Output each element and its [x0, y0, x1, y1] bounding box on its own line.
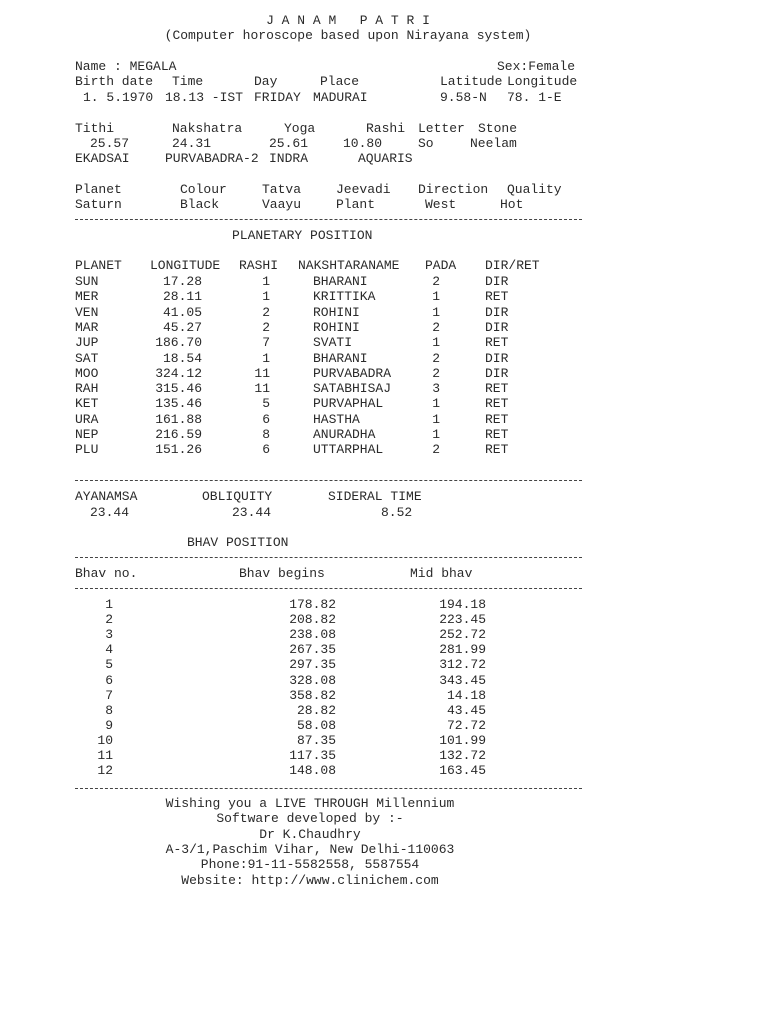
stone-label: Stone [478, 121, 518, 136]
divider [75, 480, 582, 481]
nakshatra-value: 24.31 [172, 136, 212, 151]
obliquity-label: OBLIQUITY [202, 489, 273, 504]
tithi-name: EKADSAI [75, 151, 130, 166]
mid-bhav-cell: 43.45 [446, 702, 486, 718]
footer-line: Dr K.Chaudhry [259, 826, 361, 842]
divider [75, 788, 582, 789]
rashi-name: AQUARIS [358, 151, 413, 166]
mid-bhav-cell: 223.45 [439, 612, 486, 628]
ayanamsa-value: 23.44 [90, 505, 130, 520]
mid-bhav-cell: 163.45 [439, 763, 486, 779]
footer-line: A-3/1,Paschim Vihar, New Delhi-110063 [165, 841, 455, 857]
footer-line: Wishing you a LIVE THROUGH Millennium [165, 796, 455, 811]
bhav-no-cell: 4 [105, 642, 113, 658]
direction-value: West [425, 197, 457, 212]
day-label: Day [254, 74, 278, 89]
nakshatra-cell: SVATI [313, 335, 353, 351]
planet-cell: URA [75, 411, 99, 427]
quality-label: Quality [507, 182, 562, 197]
rashi-cell: 1 [262, 289, 270, 305]
nakshatra-cell: PURVABADRA [313, 365, 392, 381]
rashi-cell: 11 [254, 381, 270, 397]
nakshatra-label: Nakshatra [172, 121, 243, 136]
nakshatra-cell: SATABHISAJ [313, 381, 392, 397]
name-line: Name : MEGALA [75, 59, 177, 74]
bhav-no-cell: 5 [105, 657, 113, 673]
longitude-cell: 41.05 [162, 304, 202, 320]
direction-label: Direction [418, 182, 489, 197]
pada-cell: 1 [432, 335, 440, 351]
place-label: Place [320, 74, 360, 89]
bhav-no-cell: 7 [105, 687, 113, 703]
rashi-cell: 11 [254, 365, 270, 381]
dir-cell: DIR [485, 319, 509, 335]
rashi-cell: 2 [262, 319, 270, 335]
dir-cell: DIR [485, 274, 509, 289]
rashi-cell: 7 [262, 335, 270, 351]
stone-value: Neelam [470, 136, 517, 151]
pada-cell: 1 [432, 396, 440, 412]
col-header-mid-bhav: Mid bhav [410, 566, 473, 581]
pada-cell: 2 [432, 365, 440, 381]
planet-cell: JUP [75, 335, 99, 351]
jeevadi-label: Jeevadi [336, 182, 391, 197]
col-header-rashi: RASHI [239, 258, 279, 273]
ayanamsa-label: AYANAMSA [75, 489, 138, 504]
planet-cell: VEN [75, 304, 99, 320]
col-header-longitude: LONGITUDE [150, 258, 221, 273]
bhav-begins-cell: 358.82 [289, 687, 336, 703]
yoga-value: 25.61 [269, 136, 309, 151]
tithi-label: Tithi [75, 121, 115, 136]
birth-date-label: Birth date [75, 74, 154, 89]
sex-line: Sex:Female [496, 59, 575, 74]
bhav-begins-cell: 28.82 [296, 702, 336, 718]
colour-label: Colour [180, 182, 227, 197]
footer-line: Website: http://www.clinichem.com [181, 872, 439, 888]
longitude-cell: 186.70 [155, 335, 202, 351]
bhav-begins-cell: 117.35 [289, 748, 336, 763]
pada-cell: 2 [432, 319, 440, 335]
longitude-cell: 17.28 [162, 274, 202, 289]
longitude-cell: 324.12 [155, 365, 202, 381]
pada-cell: 1 [432, 289, 440, 305]
mid-bhav-cell: 252.72 [439, 627, 486, 643]
bhav-begins-cell: 148.08 [289, 763, 336, 779]
nakshatra-cell: ROHINI [313, 319, 360, 335]
obliquity-value: 23.44 [232, 505, 272, 520]
pada-cell: 1 [432, 427, 440, 442]
col-header-bhav-begins: Bhav begins [239, 566, 325, 581]
document-subtitle: (Computer horoscope based upon Nirayana system) [164, 28, 532, 43]
rashi-cell: 2 [262, 304, 270, 320]
mid-bhav-cell: 14.18 [446, 687, 486, 703]
tatva-value: Vaayu [262, 197, 302, 212]
rashi-cell: 1 [262, 350, 270, 366]
dir-cell: RET [485, 427, 509, 442]
longitude-cell: 161.88 [155, 411, 202, 427]
longitude-cell: 45.27 [162, 319, 202, 335]
divider [75, 557, 582, 558]
tatva-label: Tatva [262, 182, 302, 197]
mid-bhav-cell: 312.72 [439, 657, 486, 673]
nakshatra-cell: PURVAPHAL [313, 396, 384, 412]
bhav-no-cell: 1 [105, 597, 113, 612]
planet-cell: RAH [75, 381, 99, 397]
nakshatra-cell: BHARANI [313, 274, 368, 289]
pada-cell: 1 [432, 411, 440, 427]
pada-cell: 2 [432, 442, 440, 458]
mid-bhav-cell: 194.18 [439, 597, 486, 612]
dir-cell: RET [485, 289, 509, 305]
nakshatra-cell: KRITTIKA [313, 289, 376, 305]
col-header-planet: PLANET [75, 258, 122, 273]
bhav-position-title: BHAV POSITION [187, 535, 289, 550]
bhav-no-cell: 6 [105, 672, 113, 688]
mid-bhav-cell: 343.45 [439, 672, 486, 688]
divider [75, 219, 582, 220]
bhav-no-cell: 10 [97, 732, 113, 748]
divider [75, 588, 582, 589]
longitude-value: 78. 1-E [507, 90, 562, 105]
col-header-pada: PADA [425, 258, 457, 273]
col-header-bhav-no: Bhav no. [75, 566, 138, 581]
rashi-cell: 1 [262, 274, 270, 289]
nakshatra-cell: ANURADHA [313, 427, 376, 442]
rashi-cell: 8 [262, 427, 270, 442]
planetary-position-title: PLANETARY POSITION [232, 228, 373, 243]
time-label: Time [172, 74, 204, 89]
planet-cell: MOO [75, 365, 99, 381]
time-value: 18.13 -IST [165, 90, 244, 105]
bhav-no-cell: 3 [105, 627, 113, 643]
bhav-begins-cell: 58.08 [296, 717, 336, 733]
bhav-no-cell: 8 [105, 702, 113, 718]
nakshatra-cell: ROHINI [313, 304, 360, 320]
longitude-cell: 315.46 [155, 381, 202, 397]
letter-label: Letter [418, 121, 465, 136]
col-header-dir: DIR/RET [485, 258, 540, 273]
rashi-cell: 5 [262, 396, 270, 412]
bhav-begins-cell: 238.08 [289, 627, 336, 643]
dir-cell: RET [485, 335, 509, 351]
birth-date-value: 1. 5.1970 [83, 90, 154, 105]
longitude-cell: 28.11 [162, 289, 202, 305]
dir-cell: DIR [485, 304, 509, 320]
dir-cell: DIR [485, 365, 509, 381]
rashi-value: 10.80 [343, 136, 383, 151]
rashi-cell: 6 [262, 442, 270, 458]
bhav-begins-cell: 87.35 [296, 732, 336, 748]
footer-line: Software developed by :- [216, 811, 404, 827]
dir-cell: RET [485, 411, 509, 427]
bhav-begins-cell: 178.82 [289, 597, 336, 612]
bhav-no-cell: 12 [97, 763, 113, 779]
place-value: MADURAI [313, 90, 368, 105]
longitude-label: Longitude [507, 74, 578, 89]
rashi-label: Rashi [366, 121, 406, 136]
bhav-begins-cell: 267.35 [289, 642, 336, 658]
latitude-label: Latitude [440, 74, 503, 89]
pada-cell: 1 [432, 304, 440, 320]
planet-cell: PLU [75, 442, 99, 458]
nakshatra-cell: UTTARPHAL [313, 442, 384, 458]
planet-cell: MAR [75, 319, 99, 335]
yoga-name: INDRA [269, 151, 309, 166]
colour-value: Black [180, 197, 220, 212]
mid-bhav-cell: 281.99 [439, 642, 486, 658]
document-title: J A N A M P A T R I [266, 13, 430, 28]
sideral-time-value: 8.52 [381, 505, 413, 520]
nakshatra-cell: BHARANI [313, 350, 368, 366]
dir-cell: RET [485, 396, 509, 412]
footer-line: Phone:91-11-5582558, 5587554 [200, 857, 420, 873]
pada-cell: 3 [432, 381, 440, 397]
mid-bhav-cell: 132.72 [439, 748, 486, 763]
planet-cell: SUN [75, 274, 99, 289]
longitude-cell: 216.59 [155, 427, 202, 442]
letter-value: So [418, 136, 434, 151]
planet-cell: MER [75, 289, 99, 305]
bhav-no-cell: 2 [105, 612, 113, 628]
longitude-cell: 151.26 [155, 442, 202, 458]
planet-cell: SAT [75, 350, 99, 366]
pada-cell: 2 [432, 274, 440, 289]
tithi-value: 25.57 [90, 136, 130, 151]
nakshatra-cell: HASTHA [313, 411, 360, 427]
planet-cell: NEP [75, 427, 99, 442]
planet-value: Saturn [75, 197, 122, 212]
bhav-no-cell: 11 [97, 748, 113, 763]
col-header-nakshatra: NAKSHTARANAME [298, 258, 400, 273]
planet-label: Planet [75, 182, 122, 197]
pada-cell: 2 [432, 350, 440, 366]
bhav-no-cell: 9 [105, 717, 113, 733]
nakshatra-name: PURVABADRA-2 [165, 151, 259, 166]
bhav-begins-cell: 208.82 [289, 612, 336, 628]
dir-cell: DIR [485, 350, 509, 366]
jeevadi-value: Plant [336, 197, 376, 212]
sideral-time-label: SIDERAL TIME [328, 489, 422, 504]
quality-value: Hot [500, 197, 524, 212]
day-value: FRIDAY [254, 90, 301, 105]
bhav-begins-cell: 328.08 [289, 672, 336, 688]
dir-cell: RET [485, 381, 509, 397]
yoga-label: Yoga [284, 121, 316, 136]
longitude-cell: 135.46 [155, 396, 202, 412]
rashi-cell: 6 [262, 411, 270, 427]
latitude-value: 9.58-N [440, 90, 487, 105]
bhav-begins-cell: 297.35 [289, 657, 336, 673]
mid-bhav-cell: 72.72 [446, 717, 486, 733]
dir-cell: RET [485, 442, 509, 458]
mid-bhav-cell: 101.99 [439, 732, 486, 748]
planet-cell: KET [75, 396, 99, 412]
longitude-cell: 18.54 [162, 350, 202, 366]
